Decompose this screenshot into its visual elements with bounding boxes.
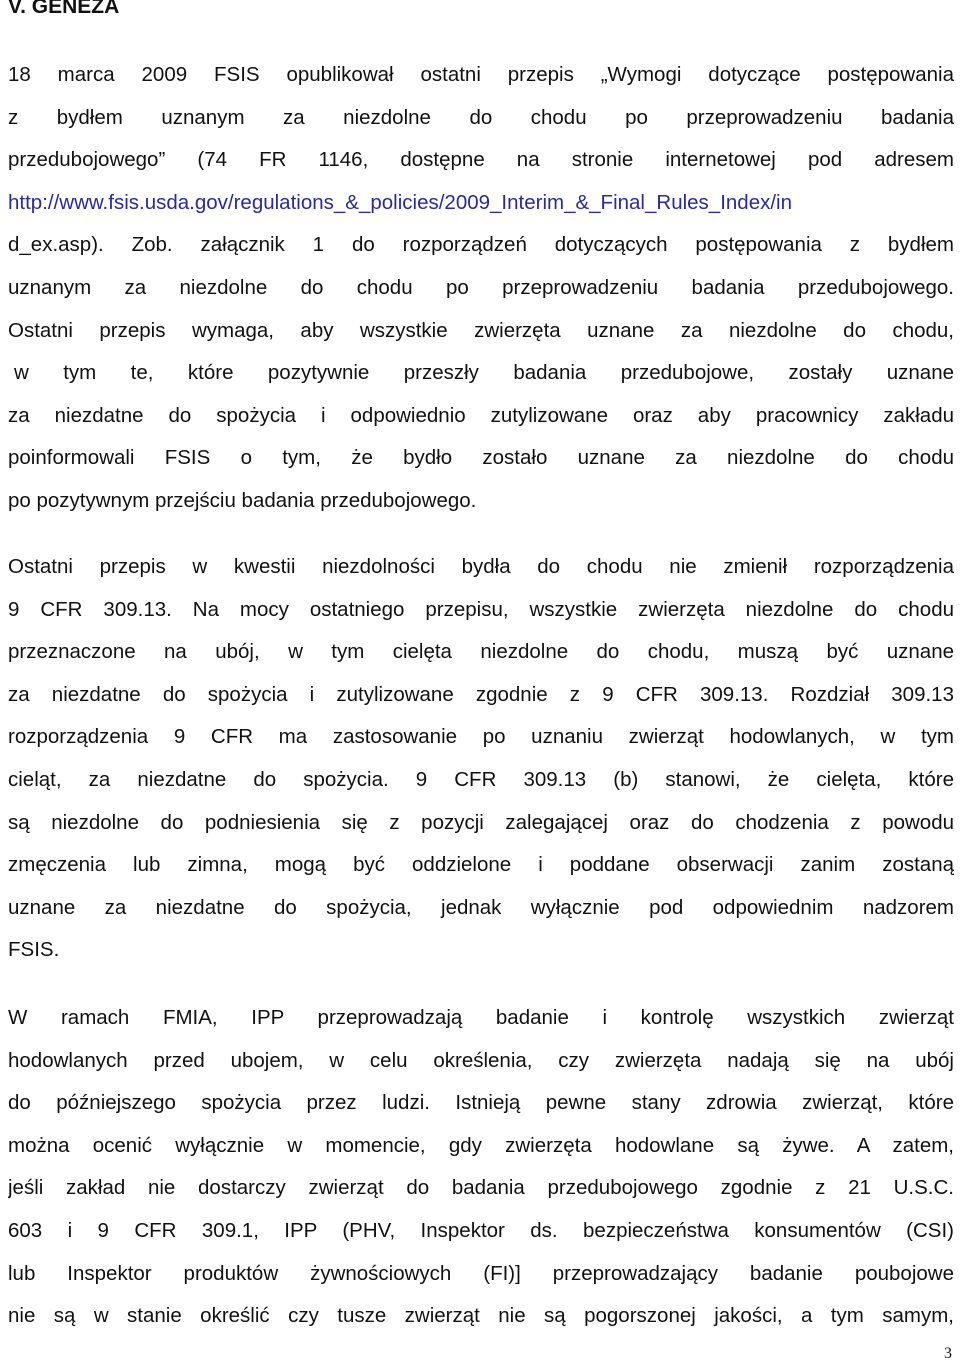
text-line: d_ex.asp). Zob. załącznik 1 do rozporządzeń dotyczących postępowania z bydłem (8, 233, 954, 257)
text-line: 9 CFR 309.13. Na mocy ostatniego przepisu, wszystkie zwierzęta niezdolne do chodu (8, 597, 954, 621)
text-line: za niezdatne do spożycia i odpowiednio zutylizowane oraz aby pracownicy zakładu (8, 403, 954, 427)
text-line: Ostatni przepis w kwestii niezdolności bydła do chodu nie zmienił rozporządzenia (8, 555, 954, 578)
paragraph-genesis-intro (8, 54, 954, 523)
text-line: z bydłem uznanym za niezdolne do chodu po przeprowadzeniu badania (8, 105, 954, 129)
text-line: W ramach FMIA, IPP przeprowadzają badanie i kontrolę wszystkich zwierząt (8, 1006, 954, 1029)
text-line: poinformowali FSIS o tym, że bydło zostało uznane za niezdolne do chodu (8, 446, 954, 470)
section-heading: V. GENEZA (8, 0, 120, 18)
text-line: FSIS. (8, 938, 60, 962)
paragraph-fmia-inspection (8, 997, 954, 1338)
text-line: lub Inspektor produktów żywnościowych (FI)] przeprowadzający badanie poubojowe (8, 1261, 954, 1285)
text-line: są niezdolne do podniesienia się z pozycji zalegającej oraz do chodzenia z powodu (8, 810, 954, 834)
text-line: zmęczenia lub zimna, mogą być oddzielone i poddane obserwacji zanim zostaną (8, 853, 954, 877)
text-line: w tym te, które pozytywnie przeszły badania przedubojowe, zostały uznane (14, 361, 954, 385)
text-line: do późniejszego spożycia przez ludzi. Istnieją pewne stany zdrowia zwierząt, które (8, 1091, 954, 1115)
text-line: cieląt, za niezdatne do spożycia. 9 CFR 309.13 (b) stanowi, że cielęta, które (8, 767, 954, 791)
text-line: Ostatni przepis wymaga, aby wszystkie zwierzęta uznane za niezdolne do chodu, (8, 318, 954, 342)
text-line: przedubojowego” (74 FR 1146, dostępne na stronie internetowej pod adresem (8, 148, 954, 172)
text-line: 18 marca 2009 FSIS opublikował ostatni przepis „Wymogi dotyczące postępowania (8, 63, 954, 86)
text-line: jeśli zakład nie dostarczy zwierząt do badania przedubojowego zgodnie z 21 U.S.C. (8, 1176, 954, 1200)
paragraph-regulation-309-13 (8, 546, 954, 972)
text-line: uznane za niezdatne do spożycia, jednak wyłącznie pod odpowiednim nadzorem (8, 895, 954, 919)
text-line: uznanym za niezdolne do chodu po przeprowadzeniu badania przedubojowego. (8, 275, 954, 299)
page-number: 3 (944, 1345, 952, 1362)
text-line: po pozytywnym przejściu badania przedubojowego. (8, 488, 477, 512)
text-line: przeznaczone na ubój, w tym cielęta niezdolne do chodu, muszą być uznane (8, 640, 954, 664)
text-line: można ocenić wyłącznie w momencie, gdy zwierzęta hodowlane są żywe. A zatem, (8, 1133, 954, 1157)
text-line: nie są w stanie określić czy tusze zwierząt nie są pogorszonej jakości, a tym samym, (8, 1304, 954, 1328)
text-line: rozporządzenia 9 CFR ma zastosowanie po uznaniu zwierząt hodowlanych, w tym (8, 725, 954, 749)
text-line: 603 i 9 CFR 309.1, IPP (PHV, Inspektor ds. bezpieczeństwa konsumentów (CSI) (8, 1218, 954, 1242)
fsis-url-link[interactable]: http://www.fsis.usda.gov/regulations_&_policies/2009_Interim_&_Final_Rules_Index/in (8, 190, 793, 214)
text-line: za niezdatne do spożycia i zutylizowane zgodnie z 9 CFR 309.13. Rozdział 309.13 (8, 682, 954, 706)
text-line: hodowlanych przed ubojem, w celu określenia, czy zwierzęta nadają się na ubój (8, 1048, 954, 1072)
